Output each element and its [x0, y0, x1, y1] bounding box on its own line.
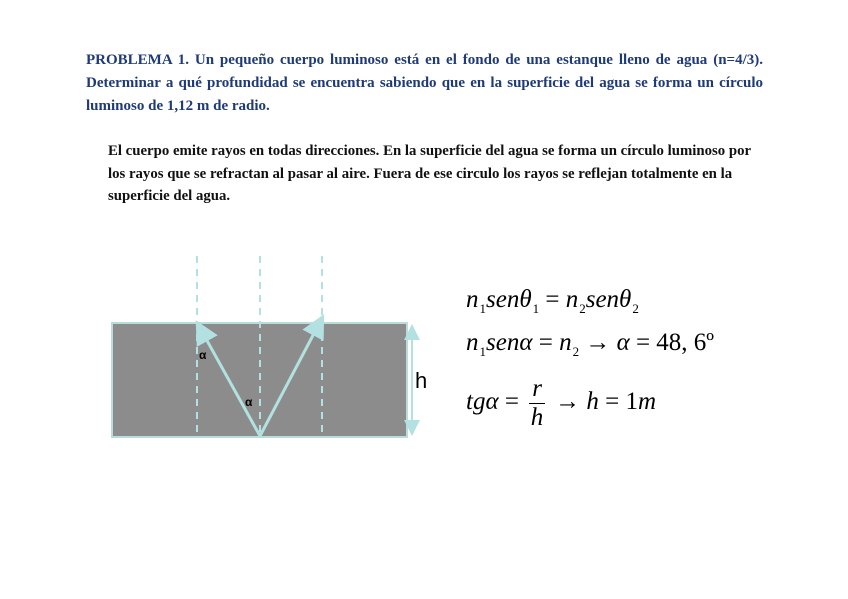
explanation-text: El cuerpo emite rayos en todas direcciones. En la superficie del agua se forma un círculo luminoso por los rayos que se refractan al pasar al aire. Fuera de ese circulo los rayos se reflejan totalmente en la superficie del agua. [108, 143, 751, 204]
depth-equation: tgα = $\frac{r}{h}$ → h = 1m [466, 375, 657, 431]
critical-angle-equation: $n_1sen\alpha = n_2 \to \alpha = 48$, 6º [466, 329, 715, 359]
snell-law-equation: $n_1sen\theta_1 = n_2sen\theta_2$ [466, 286, 639, 316]
angle-label-bottom: α [245, 395, 253, 409]
problem-statement: PROBLEMA 1. Un pequeño cuerpo luminoso está en el fondo de una estanque lleno de agua (n=4/3). Determinar a qué profundidad se encuentra sabiendo que en la superficie del agua se forma un círculo luminoso de 1,12 m de radio. [86, 52, 763, 114]
refraction-diagram [100, 250, 450, 450]
fraction-r-over-h: $\frac{r}{h}$ [530, 375, 544, 431]
angle-label-top: α [199, 348, 207, 362]
depth-label: h [415, 368, 428, 393]
